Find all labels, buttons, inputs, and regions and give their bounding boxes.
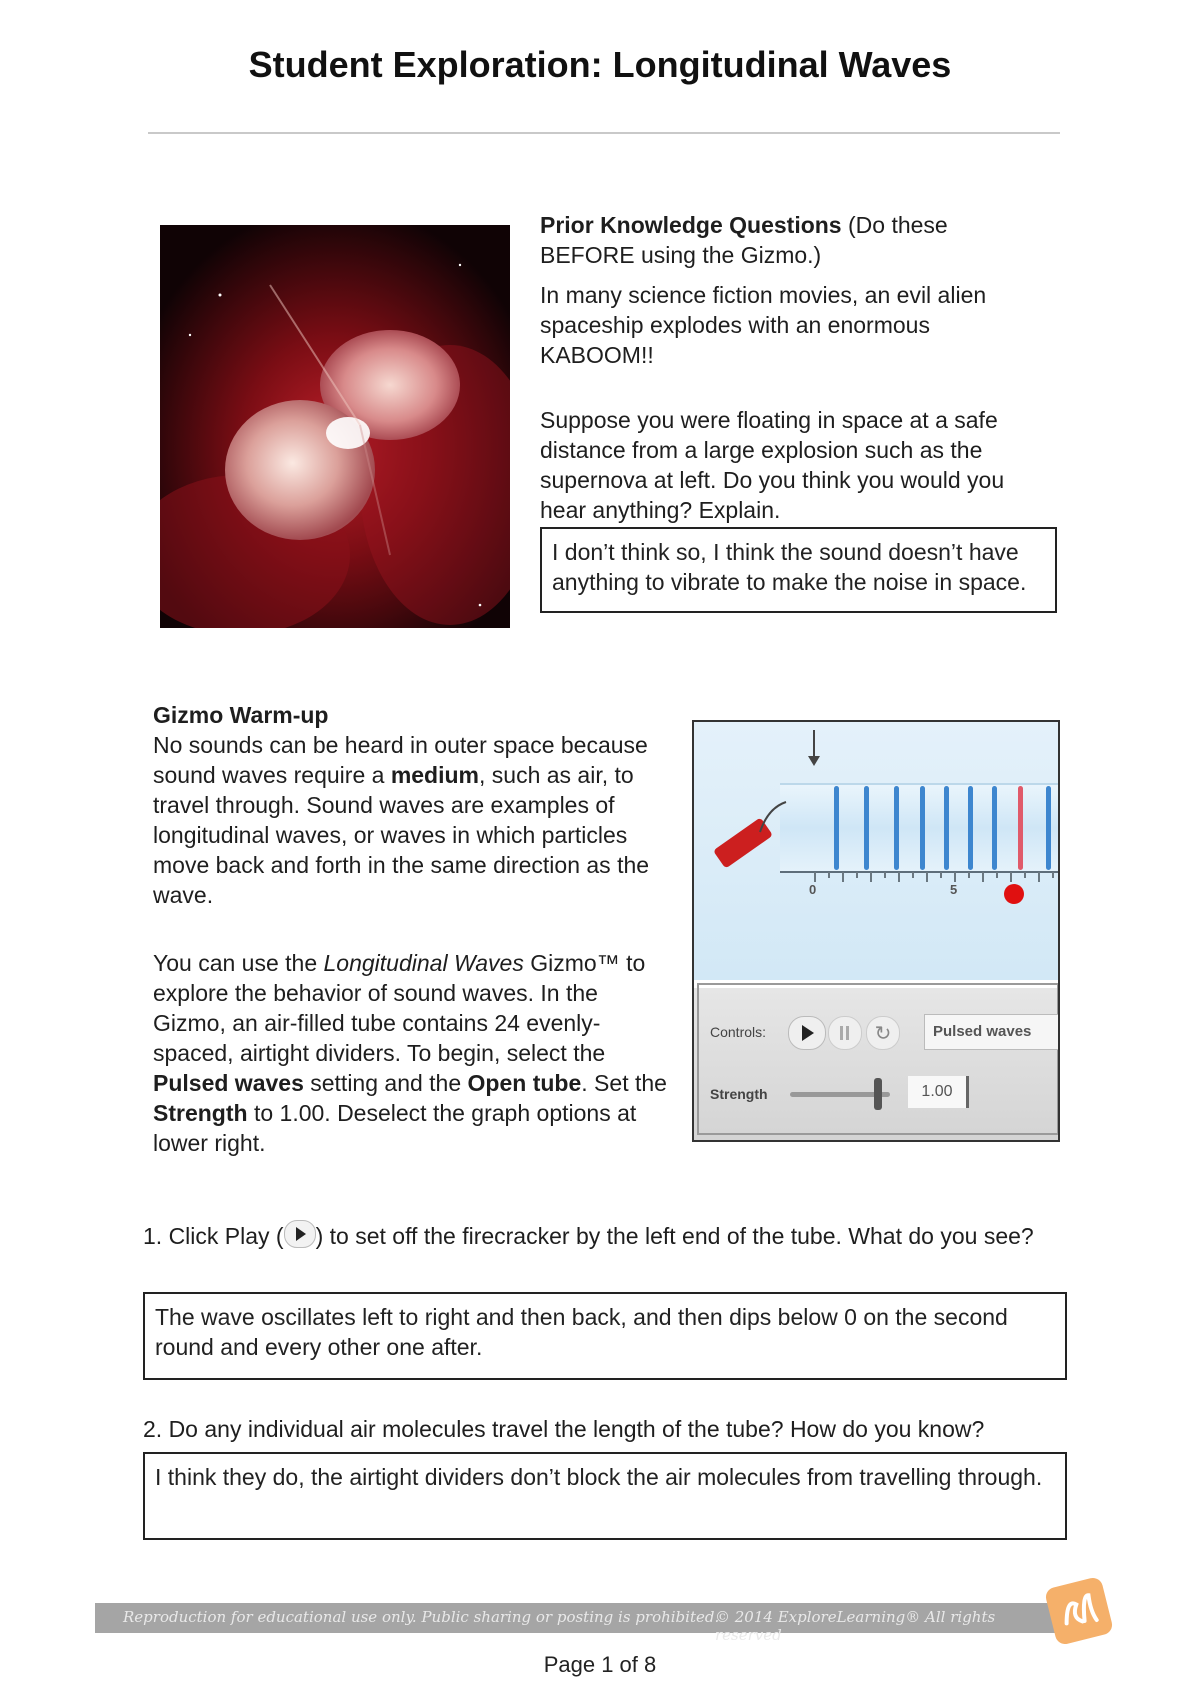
firecracker-fuse	[758, 798, 788, 838]
ruler-tick	[898, 872, 900, 882]
warmup-heading: Gizmo Warm-up	[153, 702, 329, 728]
ruler-tick	[996, 872, 998, 878]
ruler-tick	[982, 872, 984, 882]
question-2: 2. Do any individual air molecules travel the length of the tube? How do you know?	[143, 1416, 985, 1442]
reset-icon[interactable]: ↻	[866, 1016, 900, 1050]
ruler-tick	[856, 872, 858, 878]
footer-reproduction-notice: Reproduction for educational use only. Public sharing or posting is prohibited.	[123, 1608, 720, 1626]
page-number: Page 1 of 8	[543, 1652, 657, 1677]
ruler-tick	[954, 872, 956, 882]
ruler-label-5: 5	[950, 882, 958, 897]
supernova-image	[160, 225, 510, 628]
ruler-label-0: 0	[809, 882, 817, 897]
ruler-tick	[1038, 872, 1040, 882]
pause-button[interactable]	[828, 1016, 862, 1050]
warmup-section	[153, 700, 673, 910]
explorelearning-logo	[1044, 1576, 1114, 1646]
ruler-tick	[814, 872, 816, 882]
ruler-tick	[828, 872, 830, 878]
ruler-tick	[940, 872, 942, 878]
ruler-tick	[926, 872, 928, 882]
warmup-paragraph-1: No sounds can be heard in outer space because sound waves require a medium, such as air, to travel through. Sound waves are examples of longitudinal waves, or waves in which particles move back and forth in the same direction as the wave.	[153, 732, 650, 908]
prior-knowledge-answer-box[interactable]: I don’t think so, I think the sound doesn’t have anything to vibrate to make the noise in space.	[540, 527, 1057, 613]
question-1-answer-box[interactable]: The wave oscillates left to right and then back, and then dips below 0 on the second round and every other one after.	[143, 1292, 1067, 1380]
position-marker[interactable]	[1004, 884, 1024, 904]
strength-value-field[interactable]: 1.00	[908, 1076, 969, 1108]
ruler-tick	[1024, 872, 1026, 878]
ruler-tick	[870, 872, 872, 882]
question-2-answer-box[interactable]: I think they do, the airtight dividers don’t block the air molecules from travelling through.	[143, 1452, 1067, 1540]
ruler-tick	[968, 872, 970, 878]
gizmo-screenshot	[692, 720, 1060, 1142]
ruler-tick	[1010, 872, 1012, 882]
prior-knowledge-heading: Prior Knowledge Questions (Do these BEFORE using the Gizmo.)	[540, 212, 948, 268]
warmup-paragraph-2: You can use the Longitudinal Waves Gizmo™ to explore the behavior of sound waves. In the Gizmo, an air-filled tube contains 24 evenly-spaced, airtight dividers. To begin, select the Pulsed waves setting and the Open tube. Set the Strength to 1.00. Deselect the graph options at lower right.	[153, 950, 667, 1156]
play-icon	[284, 1220, 316, 1248]
title-divider	[148, 132, 1060, 134]
prior-knowledge-intro: In many science fiction movies, an evil alien spaceship explodes with an enormous KABOOM!!	[540, 282, 987, 368]
play-icon	[802, 1025, 814, 1041]
question-1: 1. Click Play ( ) to set off the firecracker by the left end of the tube. What do you see?	[143, 1220, 1063, 1251]
footer-bar	[95, 1603, 1055, 1644]
ruler-tick	[912, 872, 914, 878]
strength-slider-thumb[interactable]	[874, 1078, 882, 1110]
prior-knowledge-question: Suppose you were floating in space at a safe distance from a large explosion such as the supernova at left. Do you think you would you hear anything? Explain.	[540, 407, 1005, 523]
strength-label: Strength	[710, 1086, 768, 1102]
ruler-tick	[842, 872, 844, 882]
ruler-tick	[1052, 872, 1054, 878]
ruler-tick	[884, 872, 886, 878]
controls-label: Controls:	[710, 1024, 767, 1040]
page-title: Student Exploration: Longitudinal Waves	[248, 44, 952, 85]
play-button[interactable]	[788, 1016, 826, 1050]
footer-copyright: © 2014 ExploreLearning® All rights reserved	[715, 1608, 996, 1644]
mode-dropdown[interactable]: Pulsed waves	[924, 1014, 1060, 1050]
pause-icon	[840, 1026, 843, 1040]
